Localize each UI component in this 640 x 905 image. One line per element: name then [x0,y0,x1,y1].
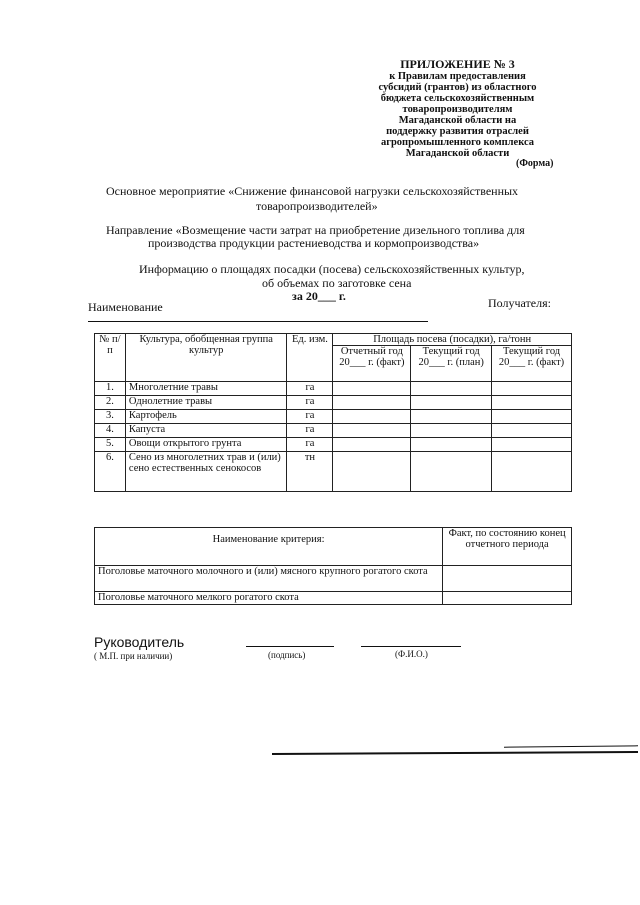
col-header-prev-year: Отчетный год 20___ г. (факт) [333,346,411,382]
row-cell [333,382,411,396]
name-underline [88,321,428,322]
header-line: бюджета сельскохозяйственным [380,93,535,104]
fio-label: (Ф.И.О.) [395,649,428,659]
table-row [95,424,572,438]
head-label: Руководитель [94,634,185,650]
appendix-title: ПРИЛОЖЕНИЕ № 3 [400,57,515,71]
table-row [95,566,572,592]
row-cell [411,438,492,452]
form-label: (Форма) [516,158,554,169]
row-crop: Овощи открытого грунта [125,438,287,452]
header-line: Магаданской области на [398,115,517,126]
header-line: поддержку развития отраслей [386,126,529,137]
col-header-cur-fact: Текущий год 20___ г. (факт) [492,346,572,382]
col-header-criterion: Наименование критерия: [95,528,443,566]
criteria-table [94,527,572,605]
col-header-no: № п/п [95,334,126,382]
criterion-name: Поголовье маточного мелкого рогатого скота [95,592,443,605]
stamp-label: ( М.П. при наличии) [94,651,173,661]
header-line: Магаданской области [405,148,510,159]
info-line-2: об объемах по заготовке сена [262,276,412,290]
criterion-value [443,566,572,592]
row-no: 4. [95,424,126,438]
row-crop: Капуста [125,424,287,438]
row-no: 2. [95,396,126,410]
table-row [95,438,572,452]
row-no: 3. [95,410,126,424]
row-cell [333,438,411,452]
header-line: агропромышленного комплекса [380,137,535,148]
name-label: Наименование [88,300,163,314]
crops-table [94,333,572,492]
row-cell [492,396,572,410]
row-cell [492,424,572,438]
row-cell [492,452,572,492]
header-line: субсидий (грантов) из областного [378,82,537,93]
col-header-crop: Культура, обобщенная группа культур [125,334,287,382]
header-line: к Правилам предоставления [389,71,526,82]
row-unit: га [287,424,333,438]
row-no: 5. [95,438,126,452]
signature-label: (подпись) [268,650,306,660]
row-no: 1. [95,382,126,396]
col-header-area: Площадь посева (посадки), га/тонн [333,334,572,346]
row-cell [411,424,492,438]
measure-line-1: Основное мероприятие «Снижение финансовой нагрузки сельскохозяйственных [106,184,519,198]
row-unit: тн [287,452,333,492]
row-unit: га [287,396,333,410]
row-unit: га [287,382,333,396]
row-crop: Сено из многолетних трав и (или) сено естественных сенокосов [125,452,287,492]
table-row [95,382,572,396]
row-no: 6. [95,452,126,492]
header-line: товаропроизводителям [402,104,513,115]
row-crop: Однолетние травы [125,396,287,410]
table-row [95,396,572,410]
row-cell [333,396,411,410]
row-cell [411,452,492,492]
col-header-fact: Факт, по состоянию конец отчетного периода [443,528,572,566]
row-cell [492,410,572,424]
row-crop: Картофель [125,410,287,424]
row-unit: га [287,438,333,452]
info-line-3: за 20___ г. [292,289,346,303]
row-cell [492,382,572,396]
criterion-value [443,592,572,605]
bottom-rule-short [504,745,638,747]
appendix-header [340,57,575,159]
info-line-1: Информацию о площадях посадки (посева) сельскохозяйственных культур, [139,262,525,276]
criterion-name: Поголовье маточного молочного и (или) мясного крупного рогатого скота [95,566,443,592]
col-header-cur-plan: Текущий год 20___ г. (план) [411,346,492,382]
row-cell [333,424,411,438]
signature-line [246,646,334,647]
row-crop: Многолетние травы [125,382,287,396]
table-row [95,452,572,492]
row-unit: га [287,410,333,424]
row-cell [333,452,411,492]
recipient-label: Получателя: [488,296,551,310]
bottom-rule [272,751,638,755]
direction-line-1: Направление «Возмещение части затрат на приобретение дизельного топлива для [106,223,525,237]
fio-line [361,646,461,647]
row-cell [492,438,572,452]
direction-line-2: производства продукции растениеводства и кормопроизводства» [148,236,480,250]
row-cell [411,382,492,396]
measure-line-2: товаропроизводителей» [256,199,378,213]
col-header-unit: Ед. изм. [287,334,333,382]
row-cell [333,410,411,424]
row-cell [411,410,492,424]
table-row [95,592,572,605]
row-cell [411,396,492,410]
table-row [95,410,572,424]
